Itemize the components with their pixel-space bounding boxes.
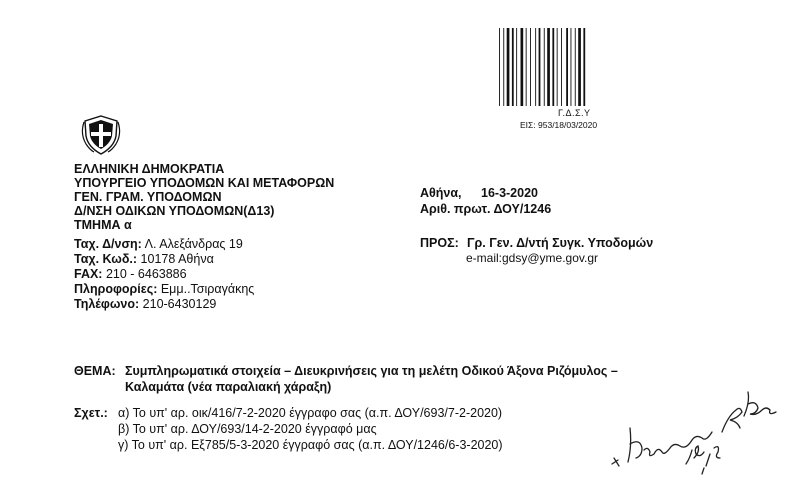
contact-value: 210 - 6463886 <box>102 267 187 281</box>
header-line-department: ΤΜΗΜΑ α <box>74 218 132 232</box>
handwritten-signature <box>598 378 788 478</box>
barcode-bar <box>552 28 554 106</box>
contact-postal-code <box>74 252 214 266</box>
barcode-bar <box>503 28 504 106</box>
barcode-bar <box>516 28 517 106</box>
barcode <box>497 24 605 108</box>
barcode-bar <box>539 28 541 106</box>
barcode-bar <box>583 28 585 106</box>
references-label: Σχετ.: <box>74 406 108 420</box>
contact-phone <box>74 297 216 311</box>
stamp-registration: ΕΙΣ: 953/18/03/2020 <box>520 120 598 130</box>
header-line-directorate: Δ/ΝΣΗ ΟΔΙΚΩΝ ΥΠΟΔΟΜΩΝ(Δ13) <box>74 204 275 218</box>
contact-label: Τηλέφωνο: <box>74 297 140 311</box>
header-line-ministry: ΥΠΟΥΡΓΕΙΟ ΥΠΟΔΟΜΩΝ ΚΑΙ ΜΕΤΑΦΟΡΩΝ <box>74 176 335 190</box>
barcode-bar <box>544 28 545 106</box>
contact-fax <box>74 267 187 281</box>
reference-item: γ) Το υπ' αρ. Εξ785/5-3-2020 έγγραφό σας (α.π. ΔΟΥ/1246/6-3-2020) <box>118 438 503 452</box>
reference-item: α) Το υπ' αρ. οικ/416/7-2-2020 έγγραφο σας (α.π. ΔΟΥ/693/7-2-2020) <box>118 406 503 420</box>
contact-value: 10178 Αθήνα <box>137 252 214 266</box>
contact-label: Ταχ. Κωδ.: <box>74 252 138 266</box>
reference-item: β) Το υπ' αρ. ΔΟΥ/693/14-2-2020 έγγραφό μας <box>118 422 377 436</box>
barcode-bar <box>557 28 558 106</box>
barcode-bar <box>526 28 527 106</box>
barcode-bar <box>535 28 536 106</box>
barcode-bar <box>571 28 572 106</box>
barcode-bar <box>507 28 510 106</box>
barcode-bar <box>575 28 576 106</box>
barcode-bar <box>530 28 531 106</box>
subject-line-1: Συμπληρωματικά στοιχεία – Διευκρινήσεις για τη μελέτη Οδικού Άξονα Ριζόμυλος – <box>125 364 618 378</box>
protocol-number: Αριθ. πρωτ. ΔΟΥ/1246 <box>420 202 552 216</box>
recipient-label: ΠΡΟΣ: <box>420 236 459 250</box>
barcode-bar <box>521 28 524 106</box>
subject-line-2: Καλαμάτα (νέα παραλιακή χάραξη) <box>125 380 332 394</box>
subject-label: ΘΕΜΑ: <box>74 364 116 378</box>
barcode-bar <box>561 28 562 106</box>
header-line-general-secretariat: ΓΕΝ. ΓΡΑΜ. ΥΠΟΔΟΜΩΝ <box>74 190 222 204</box>
stamp-code: Γ.Δ.Σ.Υ <box>558 108 591 118</box>
barcode-bar <box>499 28 500 106</box>
contact-value: Εμμ..Τσιραγάκης <box>157 282 255 296</box>
barcode-bar <box>547 28 550 106</box>
contact-label: FAX: <box>74 267 103 281</box>
recipient-email: e-mail:gdsy@yme.gov.gr <box>466 251 598 265</box>
contact-address <box>74 237 243 251</box>
greek-coat-of-arms-icon <box>80 114 122 156</box>
contact-label: Ταχ. Δ/νση: <box>74 237 142 251</box>
contact-info <box>74 282 254 296</box>
header-line-republic: ΕΛΛΗΝΙΚΗ ΔΗΜΟΚΡΑΤΙΑ <box>74 162 225 176</box>
recipient: Γρ. Γεν. Δ/ντή Συγκ. Υποδομών <box>467 236 654 250</box>
barcode-bar <box>512 28 514 106</box>
barcode-bar <box>578 28 581 106</box>
contact-label: Πληροφορίες: <box>74 282 158 296</box>
document-date: 16-3-2020 <box>481 186 538 200</box>
contact-value: Λ. Αλεξάνδρας 19 <box>141 237 243 251</box>
contact-value: 210-6430129 <box>139 297 217 311</box>
barcode-bar <box>566 28 568 106</box>
city: Αθήνα, <box>420 186 462 200</box>
